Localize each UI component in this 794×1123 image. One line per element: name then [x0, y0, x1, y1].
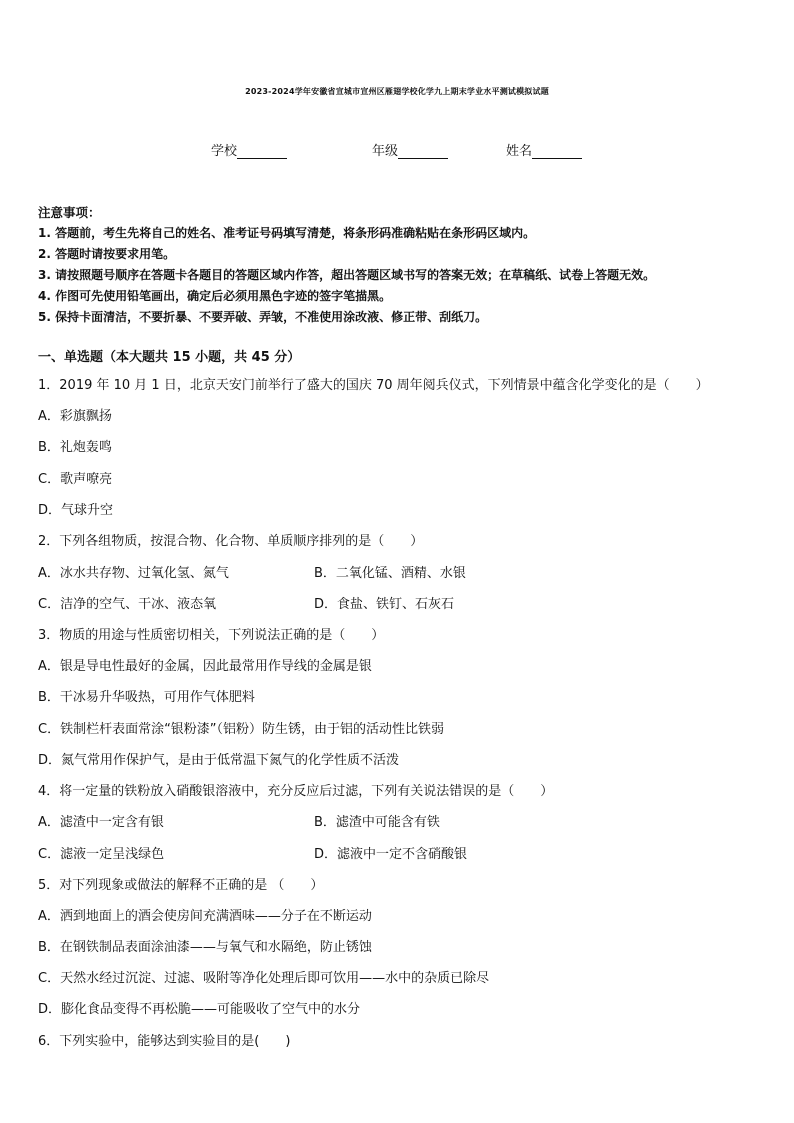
question-1-stem: 1．2019 年 10 月 1 日，北京天安门前举行了盛大的国庆 70 周年阅兵仪式，下列情景中蕴含化学变化的是（ ） [38, 378, 709, 393]
question-2-option-c: C．洁净的空气、干冰、液态氧 [38, 597, 217, 612]
question-4-option-a: A．滤渣中一定含有银 [38, 815, 164, 830]
question-5-option-d: D．膨化食品变得不再松脆——可能吸收了空气中的水分 [38, 1002, 361, 1017]
question-6-stem: 6．下列实验中，能够达到实验目的是( ) [38, 1034, 291, 1049]
question-3-option-a: A．银是导电性最好的金属，因此最常用作导线的金属是银 [38, 659, 372, 674]
student-info-fields [0, 140, 794, 160]
notice-item: 3. 请按照题号顺序在答题卡各题目的答题区域内作答，超出答题区域书写的答案无效；在草稿纸、试卷上答题无效。 [38, 268, 656, 282]
question-5-option-a: A．洒到地面上的酒会使房间充满酒味——分子在不断运动 [38, 909, 372, 924]
notice-heading: 注意事项： [38, 205, 101, 220]
grade-blank [398, 144, 448, 159]
question-1-option-c: C．歌声嘹亮 [38, 472, 113, 487]
school-blank [237, 144, 287, 159]
question-5-option-b: B．在钢铁制品表面涂油漆——与氧气和水隔绝，防止锈蚀 [38, 940, 372, 955]
school-field [211, 140, 287, 159]
question-1-option-b: B．礼炮轰鸣 [38, 440, 112, 455]
question-4-option-b: B．滤渣中可能含有铁 [314, 815, 440, 830]
question-4-stem: 4．将一定量的铁粉放入硝酸银溶液中，充分反应后过滤，下列有关说法错误的是（ ） [38, 784, 554, 799]
notice-item: 1. 答题前，考生先将自己的姓名、准考证号码填写清楚，将条形码准确粘贴在条形码区域内。 [38, 226, 536, 240]
question-3-option-c: C．铁制栏杆表面常涂“银粉漆”（铝粉）防生锈，由于铝的活动性比铁弱 [38, 722, 445, 737]
grade-label: 年级 [372, 144, 399, 159]
question-2-option-b: B．二氧化锰、酒精、水银 [314, 566, 466, 581]
school-label: 学校 [211, 144, 238, 159]
question-2-option-a: A．冰水共存物、过氧化氢、氮气 [38, 566, 229, 581]
question-3-option-b: B．干冰易升华吸热，可用作气体肥料 [38, 690, 255, 705]
question-4-option-d: D．滤液中一定不含硝酸银 [314, 847, 468, 862]
question-5-option-c: C．天然水经过沉淀、过滤、吸附等净化处理后即可饮用——水中的杂质已除尽 [38, 971, 490, 986]
name-blank [532, 144, 582, 159]
notice-item: 4. 作图可先使用铅笔画出，确定后必须用黑色字迹的签字笔描黑。 [38, 289, 392, 303]
question-3-stem: 3．物质的用途与性质密切相关，下列说法正确的是（ ） [38, 628, 385, 643]
question-1-option-d: D．气球升空 [38, 503, 114, 518]
notice-item: 5. 保持卡面清洁，不要折暴、不要弄破、弄皱，不准使用涂改液、修正带、刮纸刀。 [38, 310, 488, 324]
question-4-option-c: C．滤液一定呈浅绿色 [38, 847, 165, 862]
question-3-option-d: D．氮气常用作保护气，是由于低常温下氮气的化学性质不活泼 [38, 753, 400, 768]
grade-field [372, 140, 448, 159]
question-1-option-a: A．彩旗飘扬 [38, 409, 112, 424]
section-heading: 一、单选题（本大题共 15 小题，共 45 分） [38, 350, 301, 365]
name-field [506, 140, 582, 159]
name-label: 姓名 [506, 144, 533, 159]
question-2-stem: 2．下列各组物质，按混合物、化合物、单质顺序排列的是（ ） [38, 534, 424, 549]
notice-item: 2. 答题时请按要求用笔。 [38, 247, 176, 261]
exam-title: 2023-2024学年安徽省宣城市宣州区雁翅学校化学九上期末学业水平测试模拟试题 [245, 87, 549, 96]
question-5-stem: 5．对下列现象或做法的解释不正确的是 （ ） [38, 878, 324, 893]
question-2-option-d: D．食盐、铁钉、石灰石 [314, 597, 455, 612]
